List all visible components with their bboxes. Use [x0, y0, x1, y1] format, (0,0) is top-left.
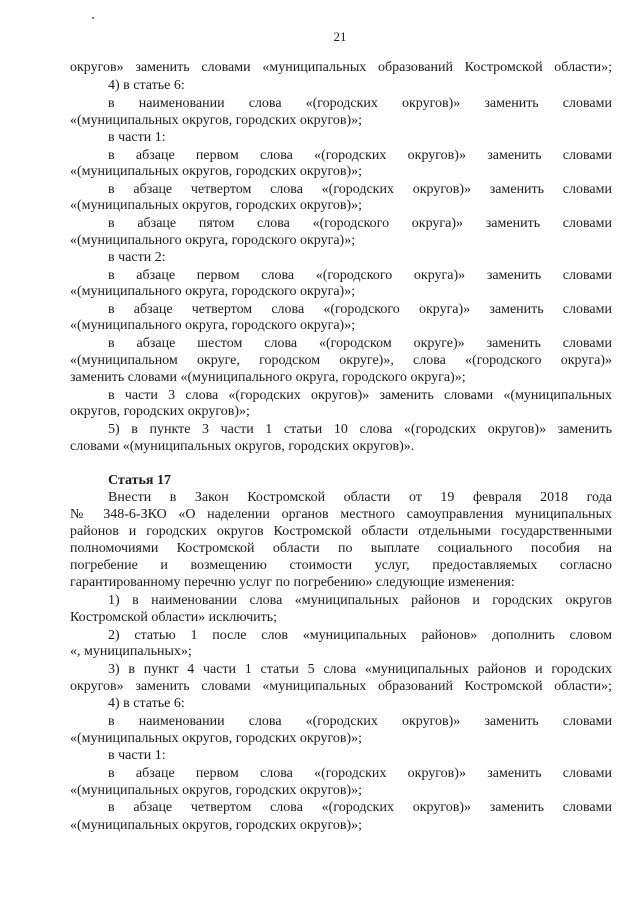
text-line: «(муниципального округа, городского округа)»; [70, 284, 356, 299]
text-line: «(муниципальных округов, городских округов)»; [70, 783, 363, 798]
text-line: 1) в наименовании слова «муниципальных районов и городских округов [108, 593, 612, 608]
text-line: в абзаце первом слова «(городского округа)» заменить словами [108, 268, 612, 283]
text-line: «(муниципальных округов, городских округов)»; [70, 731, 363, 746]
text-line: округов» заменить словами «муниципальных образований Костромской области»; [70, 679, 612, 694]
text-line: в части 1: [108, 748, 166, 763]
text-line: в наименовании слова «(городских округов)» заменить словами [108, 714, 612, 729]
text-line: «, муниципальных»; [70, 644, 192, 659]
text-line: округов» заменить словами «муниципальных образований Костромской области»; [70, 60, 612, 75]
text-line: в части 1: [108, 130, 166, 145]
text-line: полномочиями Костромской области по выплате социального пособия на [70, 541, 612, 556]
text-line: округов, городских округов)»; [70, 404, 250, 419]
text-line: № 348-6-ЗКО «О наделении органов местного самоуправления муниципальных [70, 507, 612, 522]
text-line: «(муниципальных округов, городских округов)»; [70, 198, 363, 213]
article-heading: Статья 17 [108, 473, 171, 488]
text-line: 4) в статье 6: [108, 696, 185, 711]
text-line: в абзаце первом слова «(городских округов)» заменить словами [108, 148, 612, 163]
text-line: «(муниципальных округов, городских округов)»; [70, 818, 363, 833]
text-line: в абзаце четвертом слова «(городского округа)» заменить словами [108, 302, 612, 317]
text-line: погребение и возмещению стоимости услуг, предоставляемых согласно [70, 558, 612, 573]
text-line: «(муниципальных округов, городских округов)»; [70, 113, 363, 128]
text-line: «(муниципальном округе, городском округе)», слова «(городского округа)» [70, 353, 612, 368]
text-line: в абзаце пятом слова «(городского округа)» заменить словами [108, 216, 612, 231]
text-line: районов и городских округов Костромской области отдельными государственными [70, 524, 612, 539]
scan-speck [92, 17, 94, 19]
text-line: «(муниципального округа, городского округа)»; [70, 233, 356, 248]
page-number: 21 [333, 29, 347, 44]
text-line: заменить словами «(муниципального округа, городского округа)»; [70, 370, 466, 385]
text-line: в абзаце четвертом слова «(городских округов)» заменить словами [108, 182, 612, 197]
text-line: Костромской области» исключить; [70, 610, 278, 625]
text-line: в части 3 слова «(городских округов)» заменить словами «(муниципальных [108, 388, 612, 403]
text-line: в абзаце первом слова «(городских округов)» заменить словами [108, 766, 612, 781]
text-line: в части 2: [108, 250, 166, 265]
text-line: гарантированному перечню услуг по погребению» следующие изменения: [70, 575, 515, 590]
text-line: «(муниципальных округов, городских округов)»; [70, 164, 363, 179]
text-line: 3) в пункт 4 части 1 статьи 5 слова «муниципальных районов и городских [108, 662, 612, 677]
text-line: «(муниципального округа, городского округа)»; [70, 318, 356, 333]
text-line: 4) в статье 6: [108, 78, 185, 93]
text-line: в абзаце шестом слова «(городском округе)» заменить словами [108, 336, 612, 351]
text-line: в абзаце четвертом слова «(городских округов)» заменить словами [108, 800, 612, 815]
text-line: 5) в пункте 3 части 1 статьи 10 слова «(городских округов)» заменить [108, 422, 612, 437]
text-line: в наименовании слова «(городских округов)» заменить словами [108, 96, 612, 111]
text-line: 2) статью 1 после слов «муниципальных районов» дополнить словом [108, 628, 612, 643]
text-line: словами «(муниципальных округов, городских округов)». [70, 439, 415, 454]
text-line: Внести в Закон Костромской области от 19 февраля 2018 года [108, 490, 612, 505]
